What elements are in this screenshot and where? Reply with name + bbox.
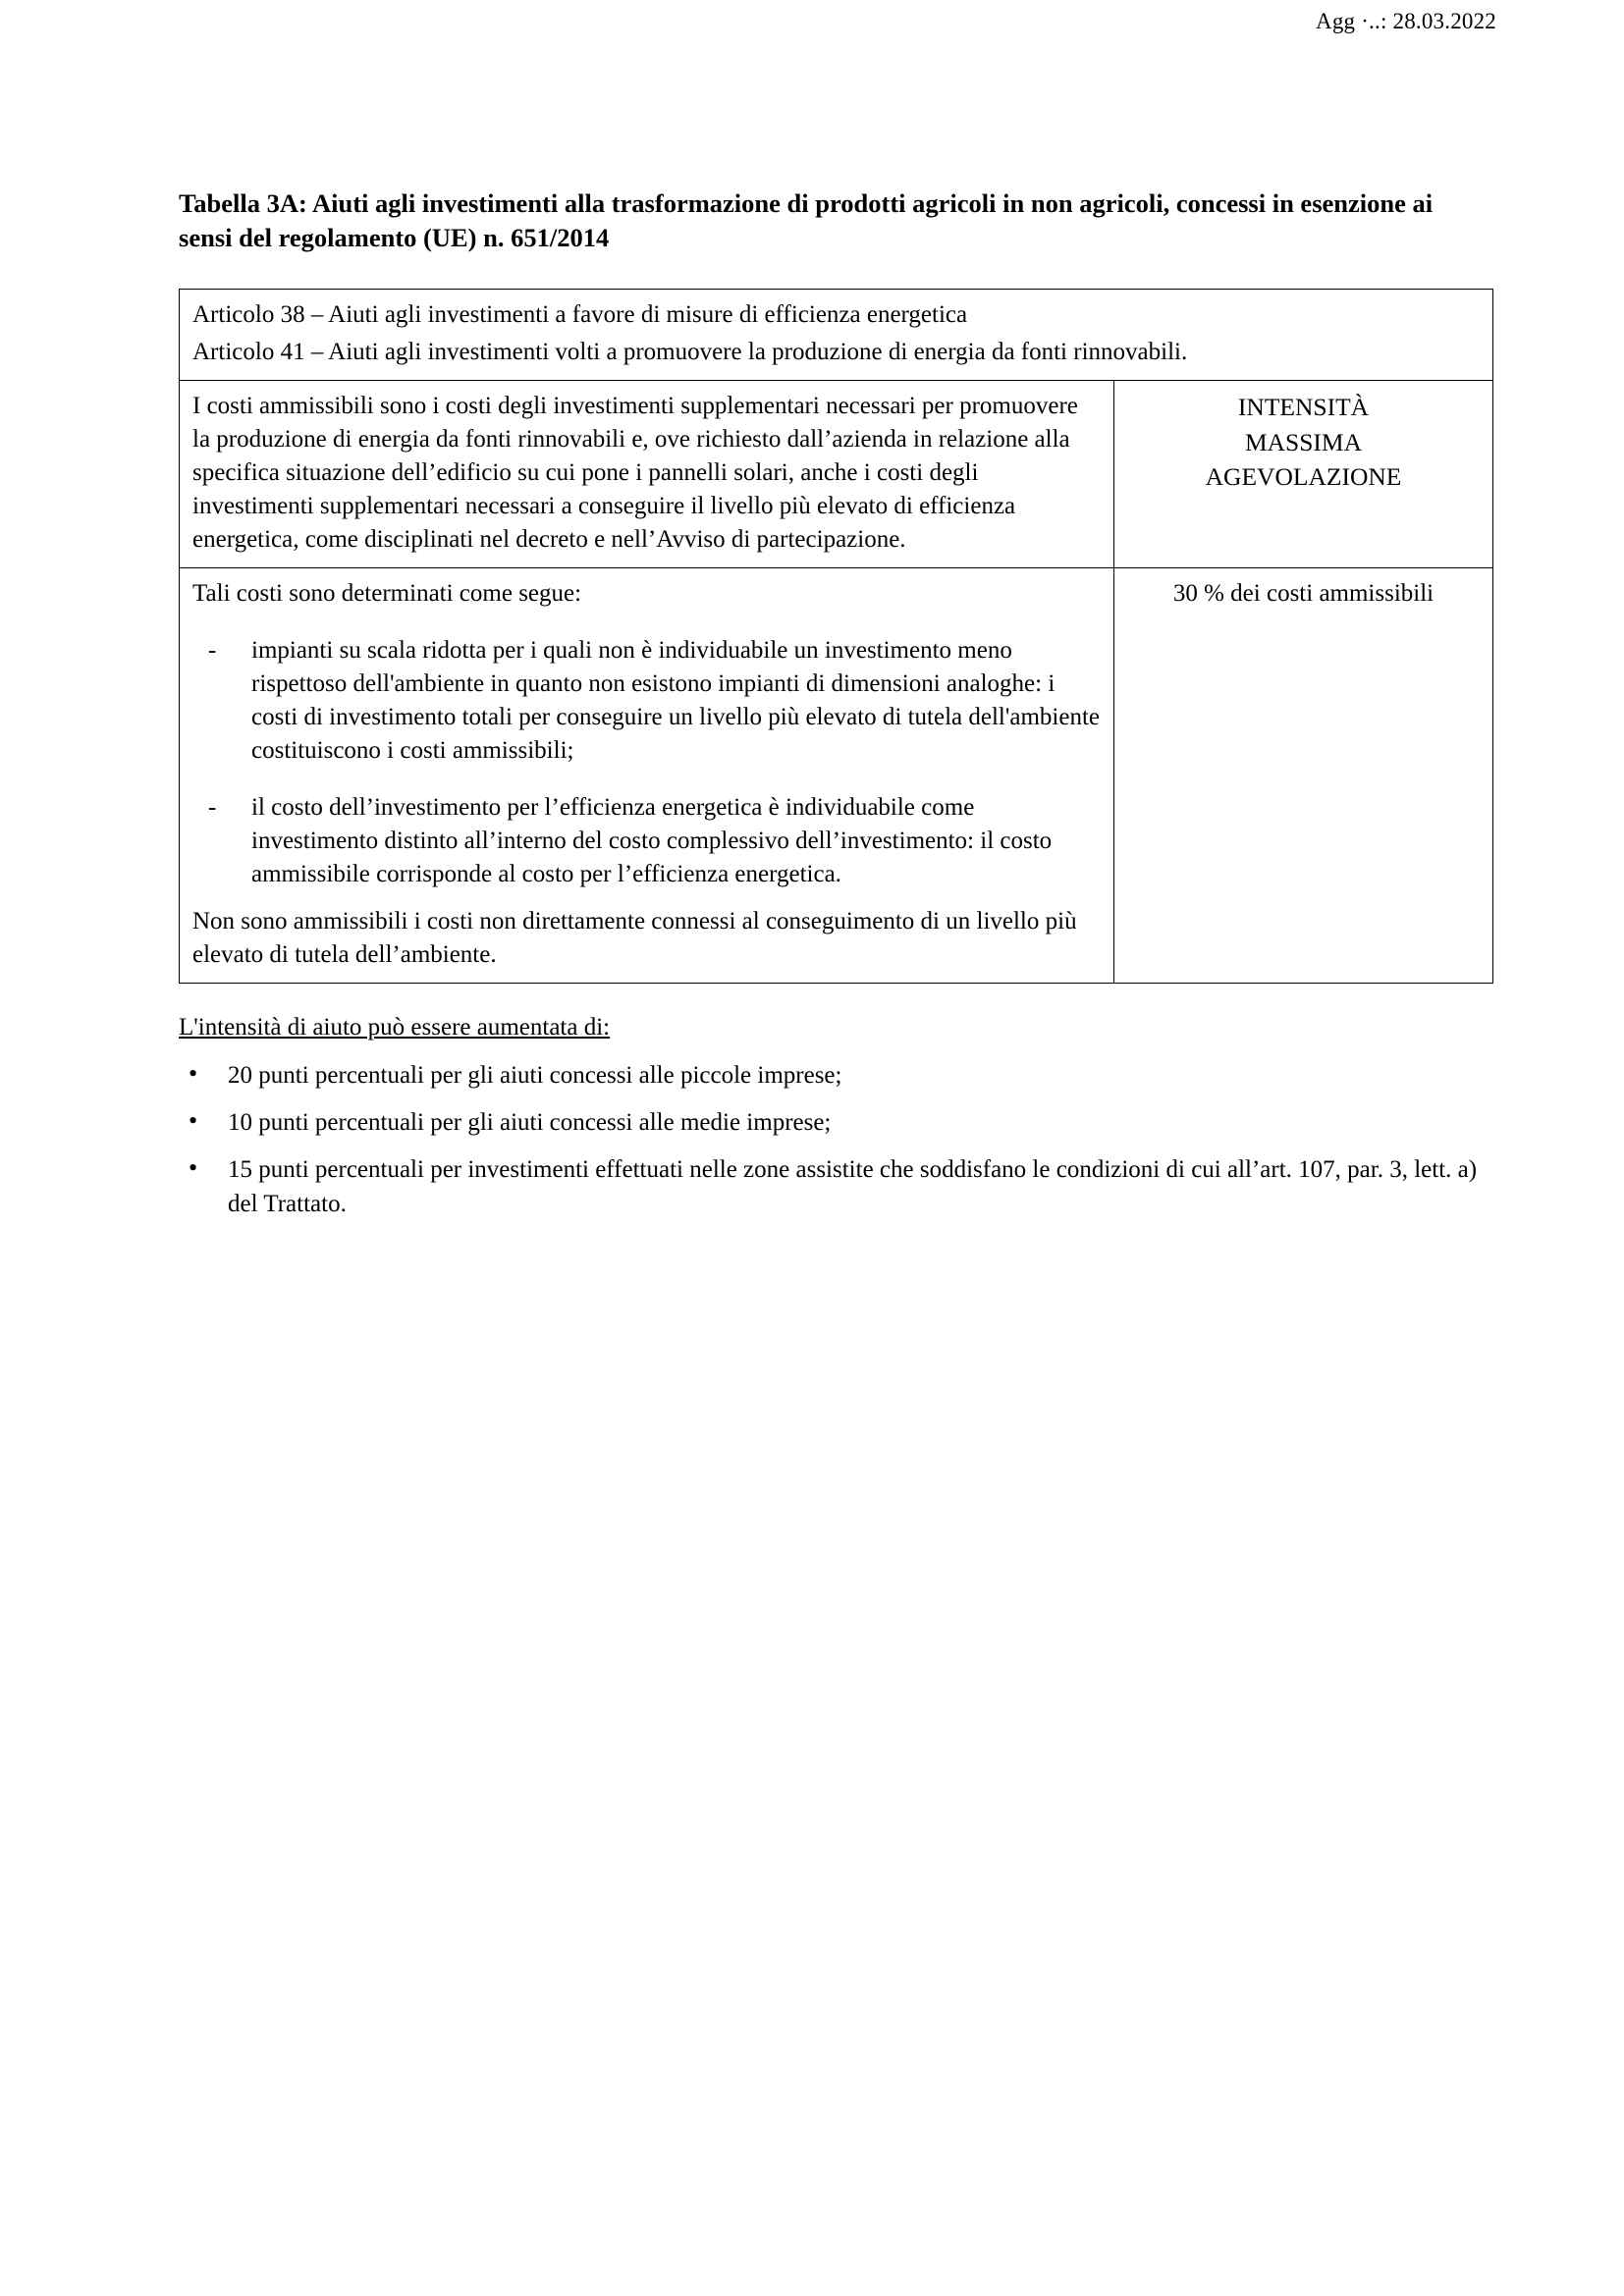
page-title: Tabella 3A: Aiuti agli investimenti alla trasformazione di prodotti agricoli in non agricoli, concessi in esenzione ai sensi del regolamento (UE) n. 651/2014 (179, 188, 1434, 253)
eligible-costs-paragraph: I costi ammissibili sono i costi degli investimenti supplementari necessari per promuovere la produzione di energia da fonti rinnovabili e, ove richiesto dall’azienda in relazione alla specifica situazione dell’edificio su cui pone i pannelli solari, anche i costi degli investimenti supplementari necessari a conseguire il livello più elevato di efficienza energetica, come disciplinati nel decreto e nell’Avviso di partecipazione. (192, 393, 1078, 554)
table-row-cost-determination (180, 568, 1493, 984)
table-row-eligible-costs (180, 381, 1493, 568)
cost-determination-list (192, 634, 1101, 891)
article-reference-41: Articolo 41 – Aiuti agli investimenti volti a promuovere la produzione di energia da fonti rinnovabili. (192, 339, 1188, 366)
table-row-articles (180, 290, 1493, 381)
aid-rate-value: 30 % dei costi ammissibili (1114, 568, 1493, 984)
cost-determination-intro: Tali costi sono determinati come segue: (192, 580, 582, 608)
intensity-header-line-2: MASSIMA (1244, 427, 1363, 456)
document-content (179, 187, 1492, 1221)
document-revision-header: Agg ·..: 28.03.2022 (1316, 9, 1496, 33)
list-item: • 10 punti percentuali per gli aiuti concessi alle medie imprese; (179, 1105, 1492, 1140)
list-item: • 20 punti percentuali per gli aiuti concessi alle piccole imprese; (179, 1058, 1492, 1093)
cost-determination-closing: Non sono ammissibili i costi non direttamente connessi al conseguimento di un livello più elevato di tutela dell’ambiente. (192, 908, 1077, 969)
intensity-increase-section (179, 1011, 1492, 1221)
list-item: - il costo dell’investimento per l’efficienza energetica è individuabile come investimento distinto all’interno del costo complessivo dell’investimento: il costo ammissibile corrisponde al costo per l’efficienza energetica. (192, 791, 1101, 891)
intensity-increase-list (179, 1058, 1492, 1221)
intensity-header-line-1: INTENSITÀ (1237, 393, 1370, 422)
intensity-header-line-3: AGEVOLAZIONE (1205, 461, 1402, 491)
cost-determination-cell (180, 568, 1114, 984)
list-item: - impianti su scala ridotta per i quali non è individuabile un investimento meno rispettoso dell'ambiente in quanto non esistono impianti di dimensioni analoghe: i costi di investimento totali per conseguire un livello più elevato di tutela dell'ambiente costituiscono i costi ammissibili; (192, 634, 1101, 768)
intensity-increase-intro: L'intensità di aiuto può essere aumentata di: (179, 1014, 611, 1041)
aid-intensity-table (179, 289, 1493, 984)
eligible-costs-cell (180, 381, 1114, 568)
articles-cell (180, 290, 1493, 381)
list-item: • 15 punti percentuali per investimenti effettuati nelle zone assistite che soddisfano le condizioni di cui all’art. 107, par. 3, lett. a) del Trattato. (179, 1152, 1492, 1221)
article-reference-38: Articolo 38 – Aiuti agli investimenti a favore di misure di efficienza energetica (192, 301, 968, 329)
intensity-header-cell (1114, 381, 1493, 568)
